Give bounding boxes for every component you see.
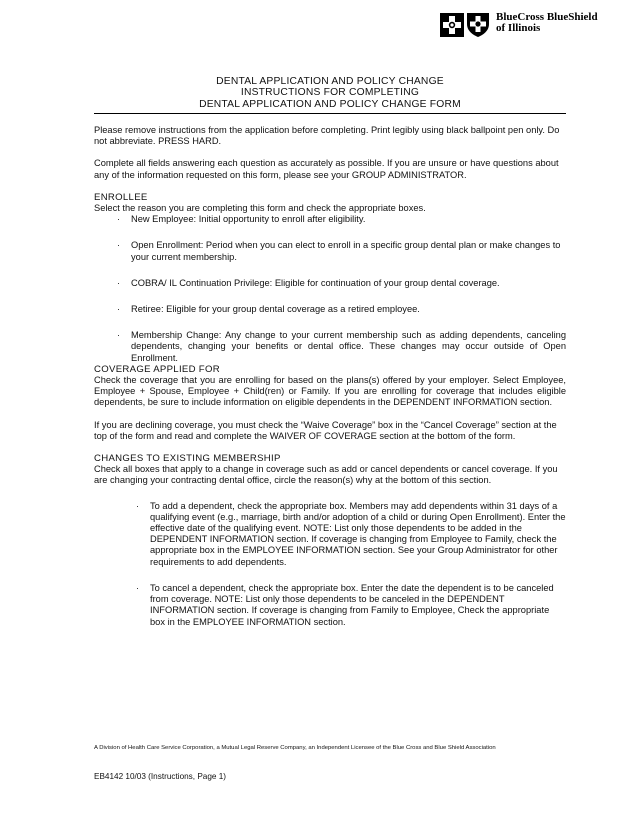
coverage-heading: COVERAGE APPLIED FOR — [94, 363, 220, 375]
bullet-icon: · — [136, 582, 139, 593]
changes-item-cancel-dependent — [94, 583, 566, 628]
brand-name — [496, 12, 598, 34]
logo — [440, 12, 598, 38]
list-item-text: Membership Change: Any change to your current membership such as adding dependents, canceling dependents, changing your benefits or dental office. These changes may occur outside of Open Enrollment. — [131, 330, 566, 363]
brand-line-1: BlueCross BlueShield — [496, 11, 598, 23]
intro-paragraph-1: Please remove instructions from the application before completing. Print legibly using black ballpoint pen only. Do not abbreviate. PRESS HARD. — [94, 125, 560, 147]
list-item-text: COBRA/ IL Continuation Privilege: Eligible for continuation of your group dental coverage. — [131, 277, 500, 288]
bullet-icon: · — [136, 500, 139, 511]
list-item-text: Open Enrollment: Period when you can elect to enroll in a specific group dental plan or make changes to your current membership. — [131, 240, 561, 262]
enrollee-item-new-employee — [94, 214, 566, 225]
blue-cross-icon — [440, 13, 464, 37]
bullet-icon: · — [117, 304, 120, 315]
bullet-icon: · — [117, 240, 120, 251]
document-title — [94, 76, 566, 110]
enrollee-item-cobra — [94, 278, 566, 289]
blue-cross-blue-shield-icon — [440, 12, 490, 38]
bullet-icon: · — [117, 277, 120, 288]
list-item-text: To cancel a dependent, check the appropriate box. Enter the date the dependent is to be canceled from coverage. NOTE: List only those dependents to be canceled in the DEPENDENT INFORMATION section. If coverage is changing from Family to Employee, Check the appropriate box in the EMPLOYEE INFORMATION section. — [150, 582, 554, 627]
coverage-paragraph-2: If you are declining coverage, you must check the “Waive Coverage” box in the “Cancel Coverage” section at the top of the form and read and complete the WAIVER OF COVERAGE section at the bottom of the form. — [94, 419, 557, 441]
enrollee-item-retiree — [94, 304, 566, 315]
title-line-1: DENTAL APPLICATION AND POLICY CHANGE — [216, 76, 444, 87]
bullet-icon: · — [117, 214, 120, 225]
bullet-icon: · — [117, 330, 120, 341]
title-line-2: INSTRUCTIONS FOR COMPLETING — [240, 87, 420, 99]
title-divider — [94, 113, 566, 114]
list-item-text: To add a dependent, check the appropriate box. Members may add dependents within 31 days of a qualifying event (e.g., marriage, birth and/or adoption of a child or during Open Enrollment). Enter the effective date of the qualifying event. NOTE: List only those dependents to be added in the DEPENDENT INFORMATION section. If coverage is changing from Employee to Family, check the appropriate box in the EMPLOYEE INFORMATION section. See your Group Administrator for other requirements to add dependents. — [150, 500, 566, 567]
changes-item-add-dependent — [94, 501, 566, 568]
enrollee-intro: Select the reason you are completing this form and check the appropriate boxes. — [94, 203, 426, 214]
footer-disclaimer: A Division of Health Care Service Corporation, a Mutual Legal Reserve Company, an Independent Licensee of the Blue Cross and Blue Shield Association — [94, 745, 496, 751]
instructions-body — [94, 125, 566, 628]
form-id: EB4142 10/03 (Instructions, Page 1) — [94, 772, 226, 781]
title-line-3: DENTAL APPLICATION AND POLICY CHANGE FORM — [199, 98, 461, 110]
blue-shield-icon — [467, 13, 489, 37]
intro-paragraph-2: Complete all fields answering each question as accurately as possible. If you are unsure or have questions about any of the information requested on this form, please see your GROUP ADMINISTRATOR. — [94, 158, 559, 180]
changes-intro: Check all boxes that apply to a change in coverage such as add or cancel dependents or cancel coverage. If you are changing your contracting dental office, circle the reason(s) why at the bottom of this section. — [94, 464, 558, 486]
list-item-text: Retiree: Eligible for your group dental coverage as a retired employee. — [131, 304, 420, 315]
list-item-text: New Employee: Initial opportunity to enroll after eligibility. — [131, 214, 366, 225]
enrollee-heading: ENROLLEE — [94, 191, 148, 203]
coverage-paragraph-1: Check the coverage that you are enrolling for based on the plans(s) offered by your employer. Select Employee, Employee + Spouse, Employee + Child(ren) or Family. If you are enrolling for coverage that includes eligible dependents, be sure to include information on eligible dependents in the DEPENDENT INFORMATION section. — [94, 375, 566, 408]
changes-heading: CHANGES TO EXISTING MEMBERSHIP — [94, 453, 281, 465]
brand-line-2: of Illinois — [496, 22, 541, 34]
enrollee-item-membership-change — [94, 330, 566, 364]
enrollee-item-open-enrollment — [94, 240, 566, 262]
